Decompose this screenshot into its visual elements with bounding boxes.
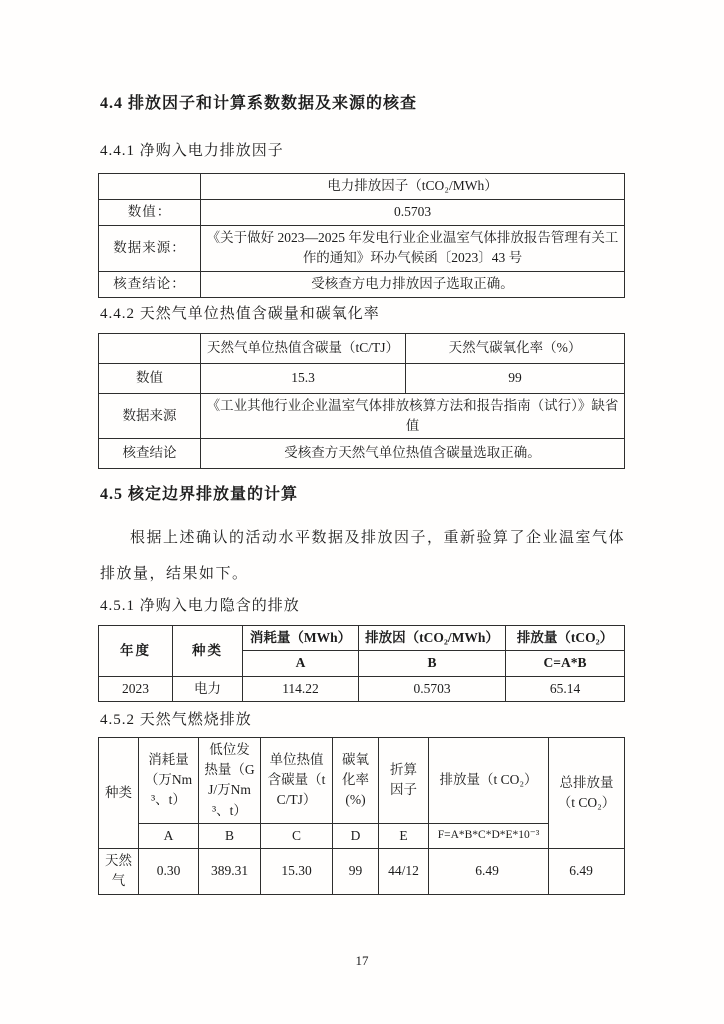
heading-4-5-2: 4.5.2 天然气燃烧排放 xyxy=(100,711,252,728)
conclusion-label: 核查结论： xyxy=(99,271,201,297)
gas-emission-table xyxy=(98,737,625,895)
factor-value: 0.5703 xyxy=(359,676,506,701)
conclusion-label: 核查结论 xyxy=(99,439,201,469)
year-header: 年度 xyxy=(99,626,173,677)
letter-a: A xyxy=(139,823,199,848)
electricity-factor-table xyxy=(98,173,625,298)
consumption-value: 0.30 xyxy=(139,849,199,895)
oxidation-rate-header: 天然气碳氧化率（%） xyxy=(406,333,625,363)
heading-4-4-2: 4.4.2 天然气单位热值含碳量和碳氧化率 xyxy=(100,305,380,322)
type-header: 种类 xyxy=(173,626,243,677)
source-cell: 《工业其他行业企业温室气体排放核算方法和报告指南（试行）》缺省值 xyxy=(201,393,625,439)
empty-cell xyxy=(99,333,201,363)
gas-parameters-table xyxy=(98,333,625,470)
table-header-row xyxy=(99,737,625,823)
consumption-value: 114.22 xyxy=(243,676,359,701)
letter-c: C xyxy=(261,823,333,848)
heading-4-4: 4.4 排放因子和计算系数数据及来源的核查 xyxy=(100,95,418,112)
table-row xyxy=(99,363,625,393)
value-label: 数值： xyxy=(99,200,201,226)
document-content xyxy=(98,0,625,895)
oxidation-rate-value: 99 xyxy=(406,363,625,393)
value-cell: 0.5703 xyxy=(201,200,625,226)
source-cell: 《关于做好 2023—2025 年发电行业企业温室气体排放报告管理有关工作的通知》环办气候函〔2023〕43 号 xyxy=(201,226,625,272)
heading-4-5-1: 4.5.1 净购入电力隐含的排放 xyxy=(100,598,300,614)
oxidation-rate-header: 碳氧化率(%) xyxy=(333,737,379,823)
letter-e: E xyxy=(379,823,429,848)
oxidation-rate-value: 99 xyxy=(333,849,379,895)
type-value: 天然气 xyxy=(99,849,139,895)
conversion-factor-value: 44/12 xyxy=(379,849,429,895)
table-row xyxy=(99,333,625,363)
emission-value: 6.49 xyxy=(429,849,549,895)
heat-value-header: 低位发热量（GJ/万Nm³、t） xyxy=(199,737,261,823)
type-header: 种类 xyxy=(99,737,139,848)
heat-value: 389.31 xyxy=(199,849,261,895)
heading-4-4-1: 4.4.1 净购入电力排放因子 xyxy=(100,143,284,159)
table-row xyxy=(99,174,625,200)
emission-value: 65.14 xyxy=(506,676,625,701)
letter-b: B xyxy=(359,651,506,676)
empty-cell xyxy=(99,174,201,200)
formula-row xyxy=(99,823,625,848)
year-value: 2023 xyxy=(99,676,173,701)
table-row xyxy=(99,226,625,272)
factor-header: 排放因（tCO₂/MWh） xyxy=(359,626,506,651)
source-label: 数据来源 xyxy=(99,393,201,439)
table-row xyxy=(99,439,625,469)
carbon-content-value: 15.3 xyxy=(201,363,406,393)
carbon-content-header: 单位热值含碳量（tC/TJ） xyxy=(261,737,333,823)
letter-b: B xyxy=(199,823,261,848)
consumption-header: 消耗量（万Nm³、t） xyxy=(139,737,199,823)
formula-f: F=A*B*C*D*E*10⁻³ xyxy=(429,823,549,848)
body-paragraph: 根据上述确认的活动水平数据及排放因子，重新验算了企业温室气体排放量，结果如下。 xyxy=(100,530,626,582)
letter-a: A xyxy=(243,651,359,676)
table-row xyxy=(99,393,625,439)
emission-header: 排放量（tCO₂） xyxy=(506,626,625,651)
data-row xyxy=(99,849,625,895)
consumption-header: 消耗量（MWh） xyxy=(243,626,359,651)
carbon-content-header: 天然气单位热值含碳量（tC/TJ） xyxy=(201,333,406,363)
emission-header: 排放量（t CO₂） xyxy=(429,737,549,823)
electricity-emission-table xyxy=(98,625,625,702)
letter-c: C=A*B xyxy=(506,651,625,676)
total-emission-value: 6.49 xyxy=(549,849,625,895)
conclusion-cell: 受核查方天然气单位热值含碳量选取正确。 xyxy=(201,439,625,469)
total-emission-header: 总排放量（t CO₂） xyxy=(549,737,625,848)
table-header-row xyxy=(99,626,625,651)
value-label: 数值 xyxy=(99,363,201,393)
source-label: 数据来源： xyxy=(99,226,201,272)
conversion-factor-header: 折算因子 xyxy=(379,737,429,823)
page-number: 17 xyxy=(355,953,369,968)
table-row xyxy=(99,200,625,226)
table-row xyxy=(99,271,625,297)
carbon-content-value: 15.30 xyxy=(261,849,333,895)
data-row xyxy=(99,676,625,701)
type-value: 电力 xyxy=(173,676,243,701)
conclusion-cell: 受核查方电力排放因子选取正确。 xyxy=(201,271,625,297)
letter-d: D xyxy=(333,823,379,848)
electricity-factor-header: 电力排放因子（tCO₂/MWh） xyxy=(201,174,625,200)
heading-4-5: 4.5 核定边界排放量的计算 xyxy=(100,486,299,503)
